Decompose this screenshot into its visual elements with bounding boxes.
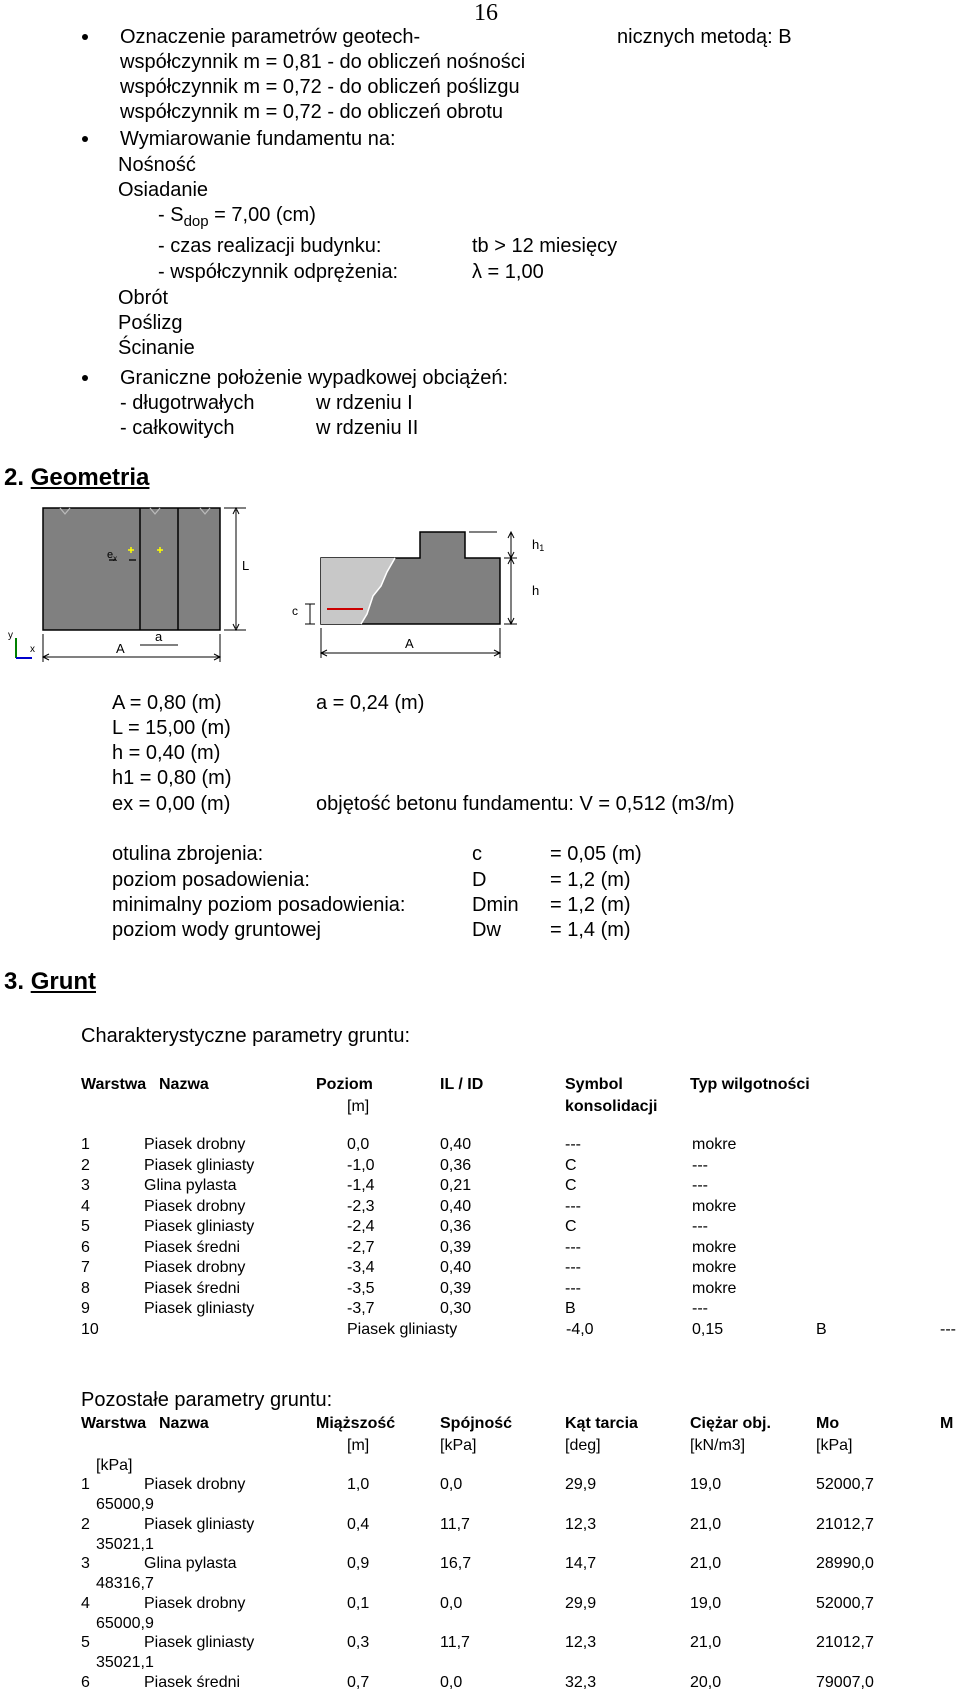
t1-cell-typ: mokre <box>692 1136 737 1153</box>
t2-cell-nazwa: Glina pylasta <box>144 1555 237 1572</box>
t2-unit-mo: [kPa] <box>816 1437 853 1454</box>
section-number: 3. <box>4 968 25 995</box>
t1-header-nazwa: Nazwa <box>159 1076 209 1093</box>
plan-y-label: y <box>8 630 13 641</box>
foundation-section-figure <box>285 520 545 665</box>
t1-cell-nazwa: Piasek gliniasty <box>144 1218 255 1235</box>
t1-cell-symbol: C <box>565 1157 577 1174</box>
t2-unit-kat: [deg] <box>565 1437 601 1454</box>
t1-last-nr: 10 <box>81 1321 99 1338</box>
extra-sym-c: c <box>472 843 482 865</box>
t1-cell-nr: 6 <box>81 1239 90 1256</box>
t2-cell-miaz: 0,4 <box>347 1516 370 1533</box>
dlug-label: - długotrwałych <box>120 392 255 414</box>
t1-header-il: IL / ID <box>440 1076 484 1093</box>
sdop-row <box>158 203 316 229</box>
plan-x-label: x <box>30 644 35 655</box>
t1-cell-il: 0,40 <box>440 1259 472 1276</box>
t2-header-ciezar: Ciężar obj. <box>690 1415 771 1432</box>
t2-cell-m: 35021,1 <box>96 1536 154 1553</box>
page-number: 16 <box>474 0 498 26</box>
t1-header-symbol2: konsolidacji <box>565 1098 658 1115</box>
wsp-label: - współczynnik odprężenia: <box>158 261 399 283</box>
t1-cell-poziom: -2,3 <box>347 1198 375 1215</box>
t1-cell-typ: mokre <box>692 1259 737 1276</box>
t1-cell-poziom: -2,7 <box>347 1239 375 1256</box>
t1-cell-symbol: --- <box>565 1239 581 1256</box>
plan-L-label: L <box>242 558 250 573</box>
wsp-value: λ = 1,00 <box>472 261 544 283</box>
t2-cell-nr: 3 <box>81 1555 90 1572</box>
t2-cell-kat: 12,3 <box>565 1634 597 1651</box>
t2-header-miaz: Miąższość <box>316 1415 396 1432</box>
plan-A-label: A <box>116 641 125 656</box>
t1-cell-poziom: -1,0 <box>347 1157 375 1174</box>
t1-cell-il: 0,21 <box>440 1177 472 1194</box>
czas-value: tb > 12 miesięcy <box>472 235 618 257</box>
t1-cell-nazwa: Piasek średni <box>144 1280 241 1297</box>
bullet-3 <box>82 375 88 381</box>
extra-sym-D: D <box>472 869 487 891</box>
t2-cell-miaz: 0,1 <box>347 1595 370 1612</box>
t1-cell-il: 0,39 <box>440 1239 472 1256</box>
czas-label: - czas realizacji budynku: <box>158 235 382 257</box>
section-title: Geometria <box>30 464 150 491</box>
t2-cell-nazwa: Piasek średni <box>144 1674 241 1691</box>
t1-cell-poziom: -1,4 <box>347 1177 375 1194</box>
osiadanie-label: Osiadanie <box>118 179 209 201</box>
t1-cell-poziom: -3,7 <box>347 1300 375 1317</box>
t1-cell-typ: --- <box>692 1218 708 1235</box>
t1-cell-nr: 4 <box>81 1198 90 1215</box>
t2-cell-spoj: 11,7 <box>440 1634 470 1651</box>
t2-cell-kat: 29,9 <box>565 1476 597 1493</box>
t1-cell-nr: 3 <box>81 1177 90 1194</box>
t2-cell-spoj: 16,7 <box>440 1555 472 1572</box>
section-c-dimension <box>305 604 315 624</box>
t1-cell-nr: 7 <box>81 1259 90 1276</box>
coeff-poslizg: współczynnik m = 0,72 - do obliczeń poślizgu <box>120 76 520 98</box>
t1-header-symbol: Symbol <box>565 1076 623 1093</box>
sdop-prefix: - S <box>158 204 184 226</box>
section-number: 2. <box>4 464 25 491</box>
t1-cell-il: 0,40 <box>440 1198 472 1215</box>
t2-cell-spoj: 0,0 <box>440 1674 463 1691</box>
sdop-value: = 7,00 (cm) <box>208 204 316 226</box>
extra-val-Dw: = 1,4 (m) <box>550 919 631 941</box>
t1-cell-symbol: --- <box>565 1259 581 1276</box>
t1-cell-symbol: --- <box>565 1136 581 1153</box>
t1-cell-typ: --- <box>692 1300 708 1317</box>
t2-cell-kat: 29,9 <box>565 1595 597 1612</box>
t2-cell-mo: 52000,7 <box>816 1595 874 1612</box>
t1-cell-il: 0,40 <box>440 1136 472 1153</box>
bullet-2 <box>82 136 88 142</box>
t2-cell-ciezar: 19,0 <box>690 1595 722 1612</box>
t2-cell-spoj: 0,0 <box>440 1476 463 1493</box>
plan-ex-letter: e <box>107 549 114 561</box>
t2-cell-m: 65000,9 <box>96 1496 154 1513</box>
t2-header-mo: Mo <box>816 1415 840 1432</box>
coeff-nosnosc: współczynnik m = 0,81 - do obliczeń nośności <box>120 51 526 73</box>
t1-cell-il: 0,36 <box>440 1218 472 1235</box>
t2-header-nazwa: Nazwa <box>159 1415 209 1432</box>
param-ex: ex = 0,00 (m) <box>112 793 231 815</box>
t1-cell-nr: 8 <box>81 1280 90 1297</box>
t2-cell-nazwa: Piasek drobny <box>144 1595 246 1612</box>
t2-cell-ciezar: 19,0 <box>690 1476 722 1493</box>
t1-cell-nazwa: Piasek drobny <box>144 1259 246 1276</box>
t2-cell-kat: 12,3 <box>565 1516 597 1533</box>
plan-footing-rect <box>43 508 220 630</box>
t1-cell-nazwa: Piasek średni <box>144 1239 241 1256</box>
t2-unit-ciezar: [kN/m3] <box>690 1437 746 1454</box>
t2-cell-m: 48316,7 <box>96 1575 154 1592</box>
t1-cell-nazwa: Glina pylasta <box>144 1177 237 1194</box>
t2-header-m: M <box>940 1415 954 1432</box>
t2-cell-nr: 1 <box>81 1476 90 1493</box>
param-volume: objętość betonu fundamentu: V = 0,512 (m3/m) <box>316 793 735 815</box>
t2-cell-m: 65000,9 <box>96 1615 154 1632</box>
t2-unit-spoj: [kPa] <box>440 1437 477 1454</box>
section-h1-sub: 1 <box>539 543 545 553</box>
foundation-plan-figure <box>0 500 260 665</box>
t2-cell-ciezar: 21,0 <box>690 1634 722 1651</box>
extra-sym-Dmin: Dmin <box>472 894 519 916</box>
t1-cell-typ: mokre <box>692 1198 737 1215</box>
t2-cell-m: 35021,1 <box>96 1654 154 1671</box>
param-L: L = 15,00 (m) <box>112 717 231 739</box>
t1-cell-nr: 1 <box>81 1136 90 1153</box>
nosnosc-label: Nośność <box>118 154 196 176</box>
t1-cell-typ: mokre <box>692 1239 737 1256</box>
char-params-title: Charakterystyczne parametry gruntu: <box>81 1025 411 1047</box>
param-h1: h1 = 0,80 (m) <box>112 767 232 789</box>
section-geometria-heading <box>4 464 149 492</box>
t2-cell-ciezar: 20,0 <box>690 1674 722 1691</box>
section-c-label: c <box>292 604 298 618</box>
t2-cell-nr: 2 <box>81 1516 90 1533</box>
t2-cell-miaz: 0,7 <box>347 1674 370 1691</box>
poslizg-label: Poślizg <box>118 312 183 334</box>
t1-header-typ: Typ wilgotności <box>690 1076 810 1093</box>
t2-header-warstwa: Warstwa <box>81 1415 147 1432</box>
t2-unit-m: [kPa] <box>96 1457 133 1474</box>
t1-last-symbol: B <box>816 1321 827 1338</box>
calk-value: w rdzeniu II <box>316 417 419 439</box>
t1-cell-typ: --- <box>692 1157 708 1174</box>
section-h1-letter: h <box>532 537 540 552</box>
t1-cell-nr: 9 <box>81 1300 90 1317</box>
t1-last-poziom: -4,0 <box>566 1321 594 1338</box>
dlug-value: w rdzeniu I <box>316 392 413 414</box>
extra-sym-Dw: Dw <box>472 919 501 941</box>
t2-cell-kat: 32,3 <box>565 1674 597 1691</box>
param-A: A = 0,80 (m) <box>112 692 222 714</box>
t1-cell-symbol: B <box>565 1300 576 1317</box>
t2-cell-spoj: 11,7 <box>440 1516 470 1533</box>
extra-label-Dmin: minimalny poziom posadowienia: <box>112 894 406 916</box>
plan-ex-sub: x <box>113 554 118 563</box>
t2-cell-mo: 21012,7 <box>816 1516 874 1533</box>
extra-label-c: otulina zbrojenia: <box>112 843 264 865</box>
wymiarowanie-heading: Wymiarowanie fundamentu na: <box>120 128 396 150</box>
t1-cell-typ: --- <box>692 1177 708 1194</box>
t1-cell-nazwa: Piasek gliniasty <box>144 1157 255 1174</box>
geotech-method-value: nicznych metodą: B <box>617 26 792 48</box>
t1-cell-il: 0,36 <box>440 1157 472 1174</box>
t2-cell-nazwa: Piasek gliniasty <box>144 1516 255 1533</box>
t1-header-poziom-unit: [m] <box>347 1098 370 1115</box>
t2-cell-miaz: 0,9 <box>347 1555 370 1572</box>
t1-last-nazwa: Piasek gliniasty <box>347 1321 458 1338</box>
t1-cell-nazwa: Piasek drobny <box>144 1136 246 1153</box>
t1-last-il: 0,15 <box>692 1321 724 1338</box>
graniczne-heading: Graniczne położenie wypadkowej obciążeń: <box>120 367 509 389</box>
t1-header-poziom: Poziom <box>316 1076 373 1093</box>
bullet-1 <box>82 34 88 40</box>
extra-val-D: = 1,2 (m) <box>550 869 631 891</box>
t1-cell-nr: 2 <box>81 1157 90 1174</box>
t2-cell-ciezar: 21,0 <box>690 1516 722 1533</box>
t1-cell-symbol: C <box>565 1218 577 1235</box>
t2-cell-ciezar: 21,0 <box>690 1555 722 1572</box>
extra-val-c: = 0,05 (m) <box>550 843 642 865</box>
t2-cell-spoj: 0,0 <box>440 1595 463 1612</box>
t1-cell-poziom: -3,4 <box>347 1259 375 1276</box>
section-A-label: A <box>405 636 414 651</box>
sdop-subscript: dop <box>183 213 209 230</box>
scinanie-label: Ścinanie <box>118 337 195 359</box>
section-h1-label <box>532 537 544 553</box>
t1-cell-nazwa: Piasek drobny <box>144 1198 246 1215</box>
t1-cell-nr: 5 <box>81 1218 90 1235</box>
geotech-method-label: Oznaczenie parametrów geotech- <box>120 26 421 48</box>
section-h-label: h <box>532 583 540 598</box>
t1-cell-il: 0,30 <box>440 1300 472 1317</box>
t1-cell-typ: mokre <box>692 1280 737 1297</box>
t1-cell-symbol: --- <box>565 1198 581 1215</box>
param-h: h = 0,40 (m) <box>112 742 221 764</box>
param-a: a = 0,24 (m) <box>316 692 425 714</box>
calk-label: - całkowitych <box>120 417 235 439</box>
t1-header-warstwa: Warstwa <box>81 1076 147 1093</box>
obrot-label: Obrót <box>118 287 169 309</box>
t2-cell-miaz: 1,0 <box>347 1476 370 1493</box>
extra-val-Dmin: = 1,2 (m) <box>550 894 631 916</box>
t2-cell-nazwa: Piasek drobny <box>144 1476 246 1493</box>
t2-cell-kat: 14,7 <box>565 1555 597 1572</box>
t2-cell-mo: 79007,0 <box>816 1674 874 1691</box>
t2-cell-nazwa: Piasek gliniasty <box>144 1634 255 1651</box>
t2-cell-nr: 6 <box>81 1674 90 1691</box>
t2-header-kat: Kąt tarcia <box>565 1415 638 1432</box>
t1-cell-il: 0,39 <box>440 1280 472 1297</box>
t2-cell-miaz: 0,3 <box>347 1634 370 1651</box>
t1-cell-symbol: --- <box>565 1280 581 1297</box>
extra-label-D: poziom posadowienia: <box>112 869 310 891</box>
t1-cell-nazwa: Piasek gliniasty <box>144 1300 255 1317</box>
t2-unit-miaz: [m] <box>347 1437 370 1454</box>
t2-header-spoj: Spójność <box>440 1415 513 1432</box>
t2-cell-mo: 28990,0 <box>816 1555 874 1572</box>
extra-label-Dw: poziom wody gruntowej <box>112 919 321 941</box>
coeff-obrot: współczynnik m = 0,72 - do obliczeń obrotu <box>120 101 503 123</box>
section-title: Grunt <box>30 968 97 995</box>
other-params-title: Pozostałe parametry gruntu: <box>81 1389 333 1411</box>
t2-cell-mo: 21012,7 <box>816 1634 874 1651</box>
t2-cell-nr: 5 <box>81 1634 90 1651</box>
section-grunt-heading <box>4 968 96 996</box>
t2-cell-mo: 52000,7 <box>816 1476 874 1493</box>
t1-cell-poziom: -2,4 <box>347 1218 375 1235</box>
plan-a-label: a <box>155 629 163 644</box>
t1-cell-poziom: -3,5 <box>347 1280 375 1297</box>
t1-cell-poziom: 0,0 <box>347 1136 370 1153</box>
t1-last-typ: --- <box>940 1321 956 1338</box>
t1-cell-symbol: C <box>565 1177 577 1194</box>
t2-cell-nr: 4 <box>81 1595 90 1612</box>
